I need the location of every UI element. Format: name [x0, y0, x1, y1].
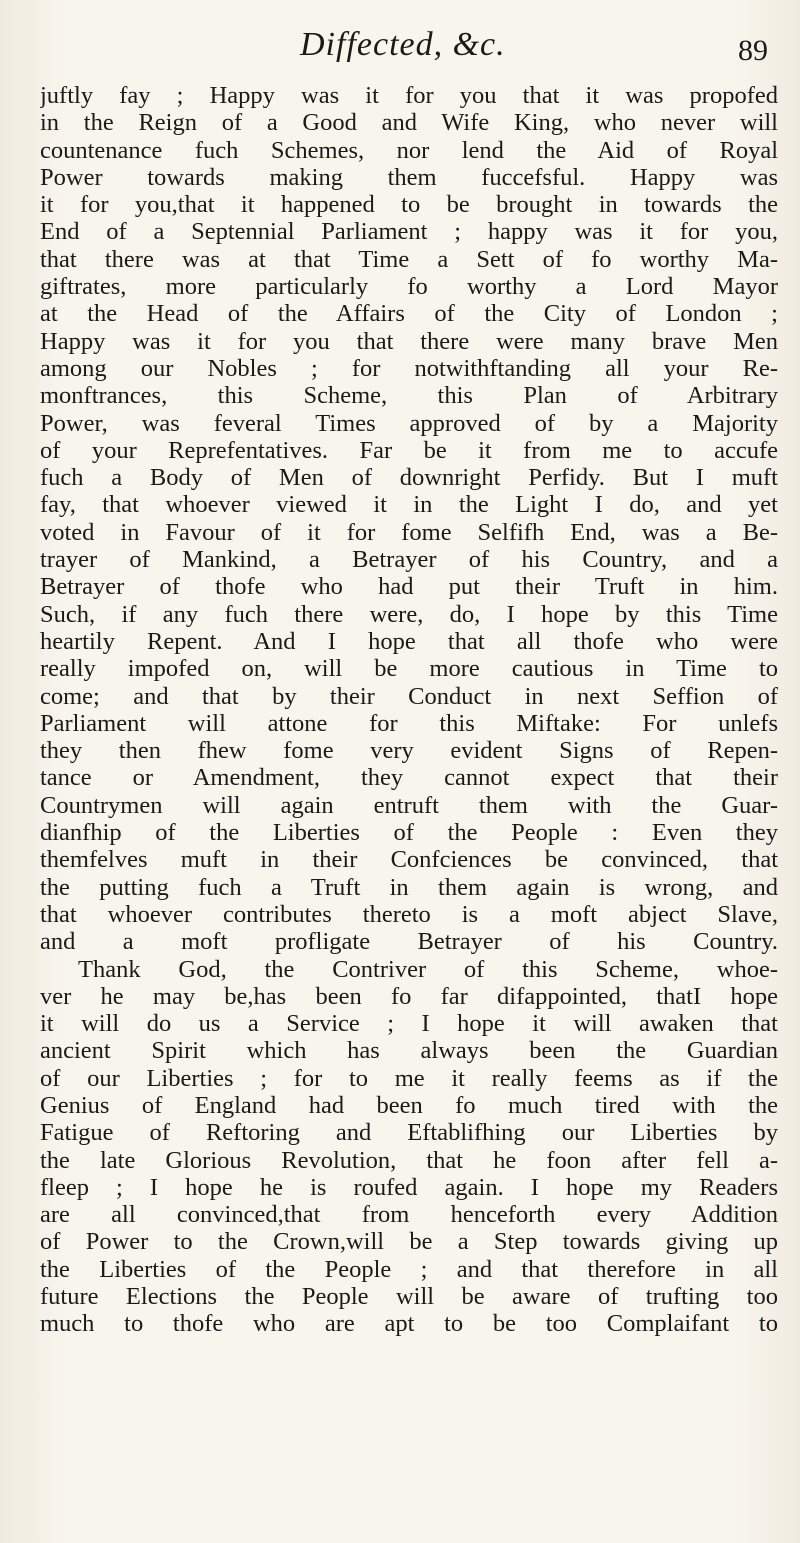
text-line: trayer of Mankind, a Betrayer of his Country, and a [40, 546, 778, 574]
text-line: giftrates, more particularly fo worthy a Lord Mayor [40, 273, 778, 301]
text-line: Thank God, the Contriver of this Scheme, whoe- [78, 955, 778, 983]
text-line: Genius of England had been fo much tired with the [40, 1091, 778, 1119]
text-line: are all convinced,that from henceforth every Addition [40, 1201, 778, 1229]
text-line: it will do us a Service ; I hope it will awaken that [40, 1010, 778, 1038]
text-line: Power, was feveral Times approved of by a Majority [40, 409, 778, 437]
text-line: Power towards making them fuccefsful. Happy was [40, 163, 778, 191]
text-line: really impofed on, will be more cautious in Time to [40, 655, 778, 683]
text-line: Parliament will attone for this Miftake: For unlefs [40, 709, 778, 737]
text-line: voted in Favour of it for fome Selfifh End, was a Be- [40, 518, 778, 546]
text-line: ancient Spirit which has always been the Guardian [40, 1037, 778, 1065]
text-line: Happy was it for you that there were many brave Men [40, 327, 778, 355]
text-line: much to thofe who are apt to be too Complaifant to [40, 1310, 778, 1338]
text-line: the putting fuch a Truft in them again is wrong, and [40, 873, 778, 901]
text-line: fay, that whoever viewed it in the Light I do, and yet [40, 491, 778, 519]
text-line: Such, if any fuch there were, do, I hope by this Time [40, 600, 778, 628]
text-line: monftrances, this Scheme, this Plan of Arbitrary [40, 382, 778, 410]
text-line: juftly fay ; Happy was it for you that it was propofed [40, 82, 778, 109]
running-head [0, 16, 800, 67]
text-line: the Liberties of the People ; and that therefore in all [40, 1255, 778, 1283]
text-line: fleep ; I hope he is roufed again. I hope my Readers [40, 1173, 778, 1201]
text-line: Betrayer of thofe who had put their Truft in him. [40, 573, 778, 601]
text-line: Countrymen will again entruft them with the Guar- [40, 791, 778, 819]
text-line: of our Liberties ; for to me it really feems as if the [40, 1064, 778, 1092]
text-line: among our Nobles ; for notwithftanding all your Re- [40, 354, 778, 382]
text-line: tance or Amendment, they cannot expect that their [40, 764, 778, 792]
text-line: future Elections the People will be aware of trufting too [40, 1283, 778, 1311]
text-line: of your Reprefentatives. Far be it from me to accufe [40, 436, 778, 464]
body-text [40, 82, 778, 1338]
text-line: at the Head of the Affairs of the City of London ; [40, 300, 778, 328]
text-line: the late Glorious Revolution, that he foon after fell a- [40, 1146, 778, 1174]
text-line: fuch a Body of Men of downright Perfidy. But I muft [40, 464, 778, 492]
text-line: in the Reign of a Good and Wife King, who never will [40, 109, 778, 137]
text-line: dianfhip of the Liberties of the People : Even they [40, 819, 778, 847]
text-line: they then fhew fome very evident Signs of Repen- [40, 737, 778, 765]
text-line: themfelves muft in their Confciences be convinced, that [40, 846, 778, 874]
text-line: of Power to the Crown,will be a Step towards giving up [40, 1228, 778, 1256]
text-line: that there was at that Time a Sett of fo worthy Ma- [40, 245, 778, 273]
text-line: countenance fuch Schemes, nor lend the Aid of Royal [40, 136, 778, 164]
text-line: End of a Septennial Parliament ; happy was it for you, [40, 218, 778, 246]
page-number: 89 [738, 34, 768, 67]
text-line: and a moft profligate Betrayer of his Country. [40, 928, 778, 956]
text-line: that whoever contributes thereto is a moft abject Slave, [40, 900, 778, 928]
running-title: Diffected, &c. [300, 26, 506, 63]
text-line: Fatigue of Reftoring and Eftablifhing our Liberties by [40, 1119, 778, 1147]
text-line: heartily Repent. And I hope that all thofe who were [40, 627, 778, 655]
text-line: it for you,that it happened to be brought in towards the [40, 191, 778, 219]
text-line: come; and that by their Conduct in next Seffion of [40, 682, 778, 710]
text-line: ver he may be,has been fo far difappointed, thatI hope [40, 982, 778, 1010]
